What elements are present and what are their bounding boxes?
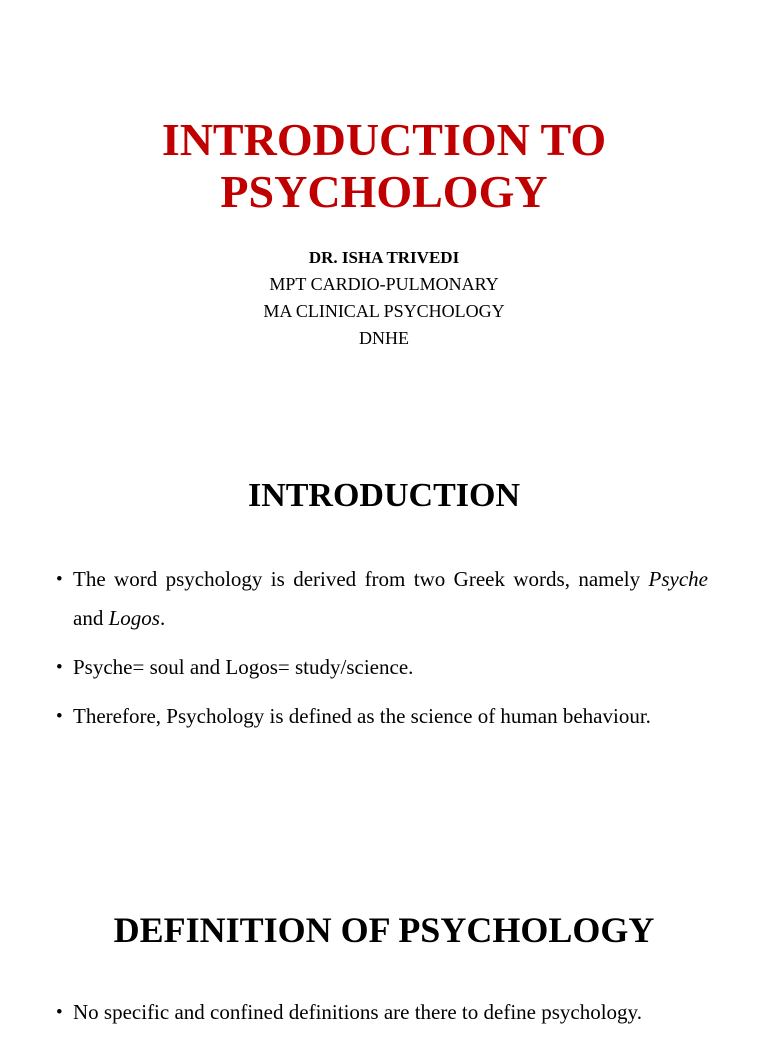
bullet-period: . — [159, 606, 166, 630]
bullet-icon: • — [56, 1002, 63, 1023]
bullet-icon: • — [56, 657, 63, 678]
bullet-list — [56, 993, 708, 1042]
credential-line: DNHE — [359, 328, 409, 348]
bullet-item — [56, 648, 708, 687]
bullet-item — [56, 560, 708, 638]
credential-line: MA CLINICAL PSYCHOLOGY — [263, 301, 505, 321]
bullet-item — [56, 993, 708, 1032]
bullet-icon: • — [56, 706, 63, 727]
author-block — [0, 244, 768, 352]
definition-slide — [0, 880, 768, 1024]
introduction-slide — [0, 440, 768, 840]
bullet-list — [56, 560, 708, 746]
main-title-line2: PSYCHOLOGY — [220, 166, 548, 217]
bullet-item — [56, 697, 708, 736]
bullet-connector: and — [73, 606, 109, 630]
bullet-text: Therefore, Psychology is defined as the science of human behaviour. — [73, 704, 651, 728]
bullet-icon: • — [56, 569, 63, 590]
term-logos: Logos — [108, 606, 160, 630]
bullet-text: The word psychology is derived from two Greek words, namely — [73, 567, 649, 591]
author-name: DR. ISHA TRIVEDI — [308, 248, 460, 267]
section-heading: DEFINITION OF PSYCHOLOGY — [113, 910, 655, 950]
main-title — [0, 114, 768, 218]
bullet-text: No specific and confined definitions are there to define psychology. — [73, 1000, 642, 1024]
title-slide — [0, 0, 768, 400]
bullet-text: Psyche= soul and Logos= study/science. — [73, 655, 414, 679]
section-heading: INTRODUCTION — [247, 477, 521, 514]
credential-line: MPT CARDIO-PULMONARY — [269, 274, 499, 294]
main-title-line1: INTRODUCTION TO — [161, 114, 607, 165]
term-psyche: Psyche — [648, 567, 708, 591]
